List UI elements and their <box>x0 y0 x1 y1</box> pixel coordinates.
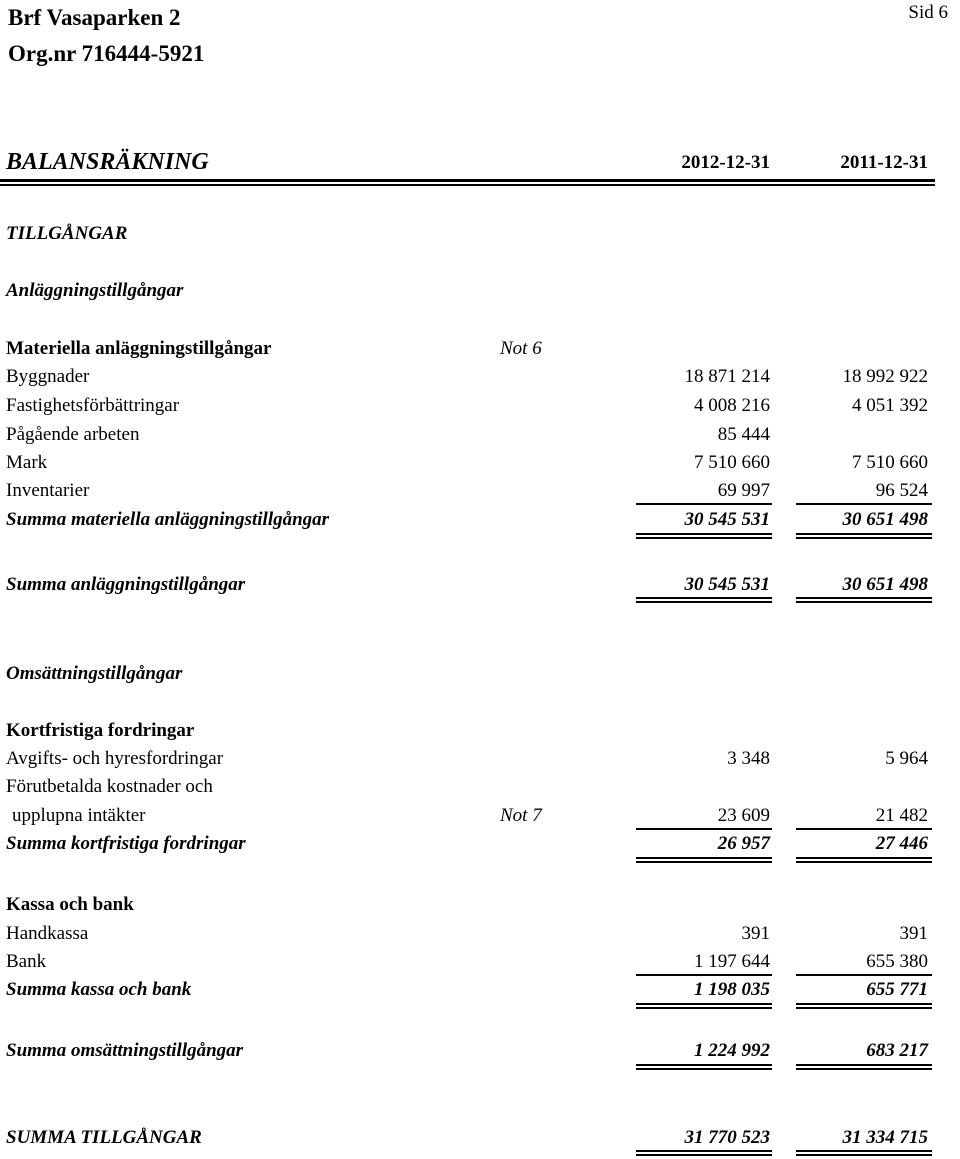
double-rule <box>796 861 932 863</box>
subtotal-rule <box>636 503 772 505</box>
total-assets-2011: 31 334 715 <box>842 1127 928 1148</box>
fixed-assets-heading: Anläggningstillgångar <box>6 280 184 301</box>
note-7: Not 7 <box>500 805 542 826</box>
row-value-2011: 96 524 <box>875 480 928 501</box>
double-rule <box>636 533 772 535</box>
row-value-2011: 655 380 <box>866 951 928 972</box>
row-label-bank: Bank <box>6 951 47 972</box>
subtotal-rule <box>636 828 772 830</box>
sum-cash-2011: 655 771 <box>866 979 928 1000</box>
double-rule <box>636 1007 772 1009</box>
double-rule <box>636 857 772 859</box>
title-rule-top <box>0 179 935 182</box>
row-label-fastighetsforbattringar: Fastighetsförbättringar <box>6 395 180 416</box>
double-rule <box>796 857 932 859</box>
row-value-2012: 1 197 644 <box>694 951 770 972</box>
row-value-2012: 4 008 216 <box>694 395 770 416</box>
subtotal-rule <box>796 828 932 830</box>
row-value-2012: 391 <box>741 923 770 944</box>
row-value-2011: 18 992 922 <box>842 366 928 387</box>
double-rule <box>796 537 932 539</box>
double-rule <box>796 533 932 535</box>
sum-cash-label: Summa kassa och bank <box>6 979 192 1000</box>
sum-receivables-2012: 26 957 <box>717 833 770 854</box>
column-header-2011: 2011-12-31 <box>840 152 928 173</box>
double-rule <box>796 1154 932 1156</box>
sum-tangible-2012: 30 545 531 <box>684 509 770 530</box>
row-value-2011: 21 482 <box>875 805 928 826</box>
double-rule <box>636 861 772 863</box>
current-assets-heading: Omsättningstillgångar <box>6 663 183 684</box>
sum-receivables-2011: 27 446 <box>875 833 928 854</box>
note-6: Not 6 <box>500 338 542 359</box>
double-rule <box>796 1003 932 1005</box>
row-value-2012: 69 997 <box>717 480 770 501</box>
double-rule <box>796 1007 932 1009</box>
double-rule <box>636 597 772 599</box>
double-rule <box>636 537 772 539</box>
cash-heading: Kassa och bank <box>6 894 134 915</box>
double-rule <box>796 1150 932 1152</box>
row-value-2012: 18 871 214 <box>684 366 770 387</box>
row-value-2012: 7 510 660 <box>694 452 770 473</box>
sum-cash-2012: 1 198 035 <box>694 979 770 1000</box>
sum-receivables-label: Summa kortfristiga fordringar <box>6 833 246 854</box>
row-label-byggnader: Byggnader <box>6 366 90 387</box>
page-title: BALANSRÄKNING <box>6 149 209 175</box>
double-rule <box>636 1003 772 1005</box>
total-assets-2012: 31 770 523 <box>684 1127 770 1148</box>
row-value-2011: 4 051 392 <box>852 395 928 416</box>
sum-fixed-label: Summa anläggningstillgångar <box>6 574 246 595</box>
row-label-mark: Mark <box>6 452 48 473</box>
row-label-inventarier: Inventarier <box>6 480 90 501</box>
sum-tangible-label: Summa materiella anläggningstillgångar <box>6 509 330 530</box>
sum-current-label: Summa omsättningstillgångar <box>6 1040 244 1061</box>
double-rule <box>796 1064 932 1066</box>
double-rule <box>636 1064 772 1066</box>
row-label-pagaende-arbeten: Pågående arbeten <box>6 424 140 445</box>
row-value-2011: 391 <box>899 923 928 944</box>
company-name: Brf Vasaparken 2 <box>8 5 181 30</box>
row-value-2012: 23 609 <box>717 805 770 826</box>
row-value-2012: 85 444 <box>717 424 770 445</box>
double-rule <box>636 601 772 603</box>
subtotal-rule <box>796 503 932 505</box>
subtotal-rule <box>636 974 772 976</box>
total-assets-label: SUMMA TILLGÅNGAR <box>6 1127 202 1148</box>
page-number: Sid 6 <box>908 2 948 23</box>
sum-current-2012: 1 224 992 <box>694 1040 770 1061</box>
tangible-assets-heading: Materiella anläggningstillgångar <box>6 338 272 359</box>
title-rule-bottom <box>0 184 935 186</box>
row-label-handkassa: Handkassa <box>6 923 89 944</box>
double-rule <box>636 1154 772 1156</box>
sum-tangible-2011: 30 651 498 <box>842 509 928 530</box>
row-label-upplupna-intakter: upplupna intäkter <box>12 805 146 826</box>
receivables-heading: Kortfristiga fordringar <box>6 720 195 741</box>
subtotal-rule <box>796 974 932 976</box>
double-rule <box>796 597 932 599</box>
assets-heading: TILLGÅNGAR <box>6 223 128 244</box>
row-label-avgifts-hyresfordringar: Avgifts- och hyresfordringar <box>6 748 224 769</box>
row-value-2011: 7 510 660 <box>852 452 928 473</box>
double-rule <box>796 1068 932 1070</box>
org-number: Org.nr 716444-5921 <box>8 41 205 66</box>
column-header-2012: 2012-12-31 <box>681 152 770 173</box>
sum-current-2011: 683 217 <box>866 1040 928 1061</box>
row-label-forutbetalda: Förutbetalda kostnader och <box>6 776 213 797</box>
double-rule <box>636 1150 772 1152</box>
double-rule <box>636 1068 772 1070</box>
double-rule <box>796 601 932 603</box>
sum-fixed-2012: 30 545 531 <box>684 574 770 595</box>
row-value-2011: 5 964 <box>885 748 928 769</box>
sum-fixed-2011: 30 651 498 <box>842 574 928 595</box>
row-value-2012: 3 348 <box>727 748 770 769</box>
